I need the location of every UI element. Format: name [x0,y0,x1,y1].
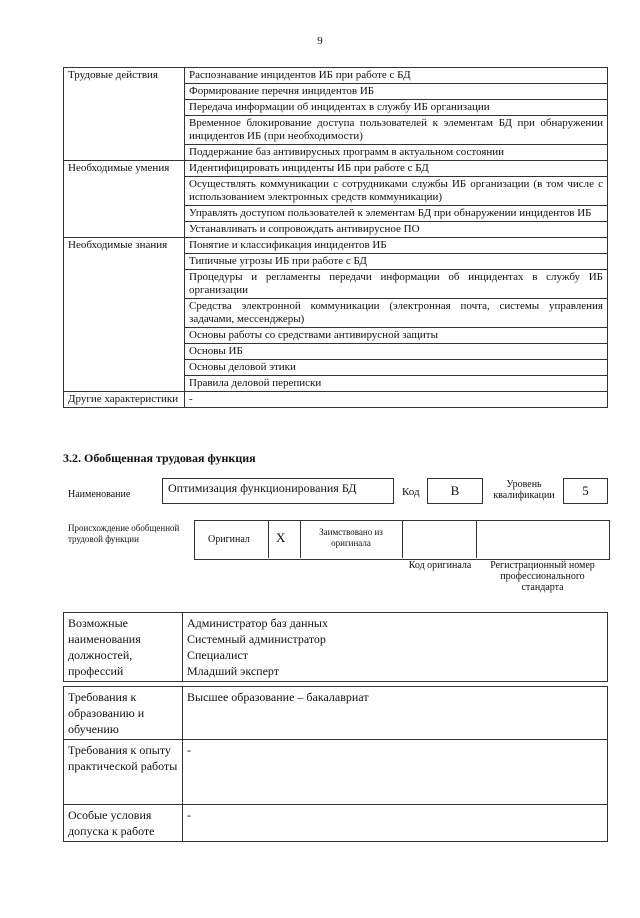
page-number: 9 [317,35,323,47]
code-label: Код [402,486,420,498]
req-value: - [183,740,608,805]
level-value: 5 [563,478,608,504]
section-title: 3.2. Обобщенная трудовая функция [63,451,256,465]
skill-row: Управлять доступом пользователей к элементам БД при обнаружении инцидентов ИБ [185,206,608,222]
position-item: Младший эксперт [187,664,280,678]
knowledge-row: Основы деловой этики [185,360,608,376]
positions-list [183,613,608,682]
original-mark: X [276,530,286,545]
requirements-table [63,686,608,842]
skill-row: Устанавливать и сопровождать антивирусное ПО [185,222,608,238]
skills-label: Необходимые умения [64,161,185,238]
action-row: Формирование перечня инцидентов ИБ [185,84,608,100]
positions-table [63,612,608,682]
skill-row: Идентифицировать инциденты ИБ при работе с БД [185,161,608,177]
labor-functions-table [63,67,608,408]
req-label: Требования к образованию и обучению [64,687,183,740]
knowledge-row: Типичные угрозы ИБ при работе с БД [185,254,608,270]
knowledge-row: Понятие и классификация инцидентов ИБ [185,238,608,254]
position-item: Специалист [187,648,249,662]
code-value: B [427,478,483,504]
origin-label: Происхождение обобщенной трудовой функции [68,523,180,544]
req-value: - [183,805,608,842]
knowledge-row: Средства электронной коммуникации (электронная почта, системы управления задачами, мессенджеры) [185,299,608,328]
req-label: Особые условия допуска к работе [64,805,183,842]
name-label: Наименование [68,489,131,500]
origin-divider [300,520,301,558]
position-item: Системный администратор [187,632,326,646]
reg-number-label: Регистрационный номер профессионального стандарта [490,560,595,593]
original-label: Оригинал [208,534,250,545]
actions-label: Трудовые действия [64,68,185,161]
action-row: Распознавание инцидентов ИБ при работе с БД [185,68,608,84]
position-item: Администратор баз данных [187,616,328,630]
knowledge-label: Необходимые знания [64,238,185,392]
origin-divider [268,520,269,558]
positions-label: Возможные наименования должностей, профессий [64,613,183,682]
action-row: Поддержание баз антивирусных программ в актуальном состоянии [185,145,608,161]
knowledge-row: Правила деловой переписки [185,376,608,392]
skill-row: Осуществлять коммуникации с сотрудниками службы ИБ организации (в том числе с использованием электронных средств коммуникации) [185,177,608,206]
origin-divider [476,520,477,558]
borrowed-label: Заимствовано из оригинала [319,527,383,548]
other-label: Другие характеристики [64,392,185,408]
req-value: Высшее образование – бакалавриат [183,687,608,740]
code-original-label: Код оригинала [408,560,472,571]
name-value: Оптимизация функционирования БД [162,478,394,504]
knowledge-row: Процедуры и регламенты передачи информации об инцидентах в службу ИБ организации [185,270,608,299]
action-row: Временное блокирование доступа пользователей к элементам БД при обнаружении инцидентов ИБ (при необходимости) [185,116,608,145]
req-label: Требования к опыту практической работы [64,740,183,805]
origin-divider [402,520,403,558]
knowledge-row: Основы работы со средствами антивирусной защиты [185,328,608,344]
other-value: - [185,392,608,408]
action-row: Передача информации об инцидентах в службу ИБ организации [185,100,608,116]
level-label: Уровень квалификации [493,479,555,501]
knowledge-row: Основы ИБ [185,344,608,360]
